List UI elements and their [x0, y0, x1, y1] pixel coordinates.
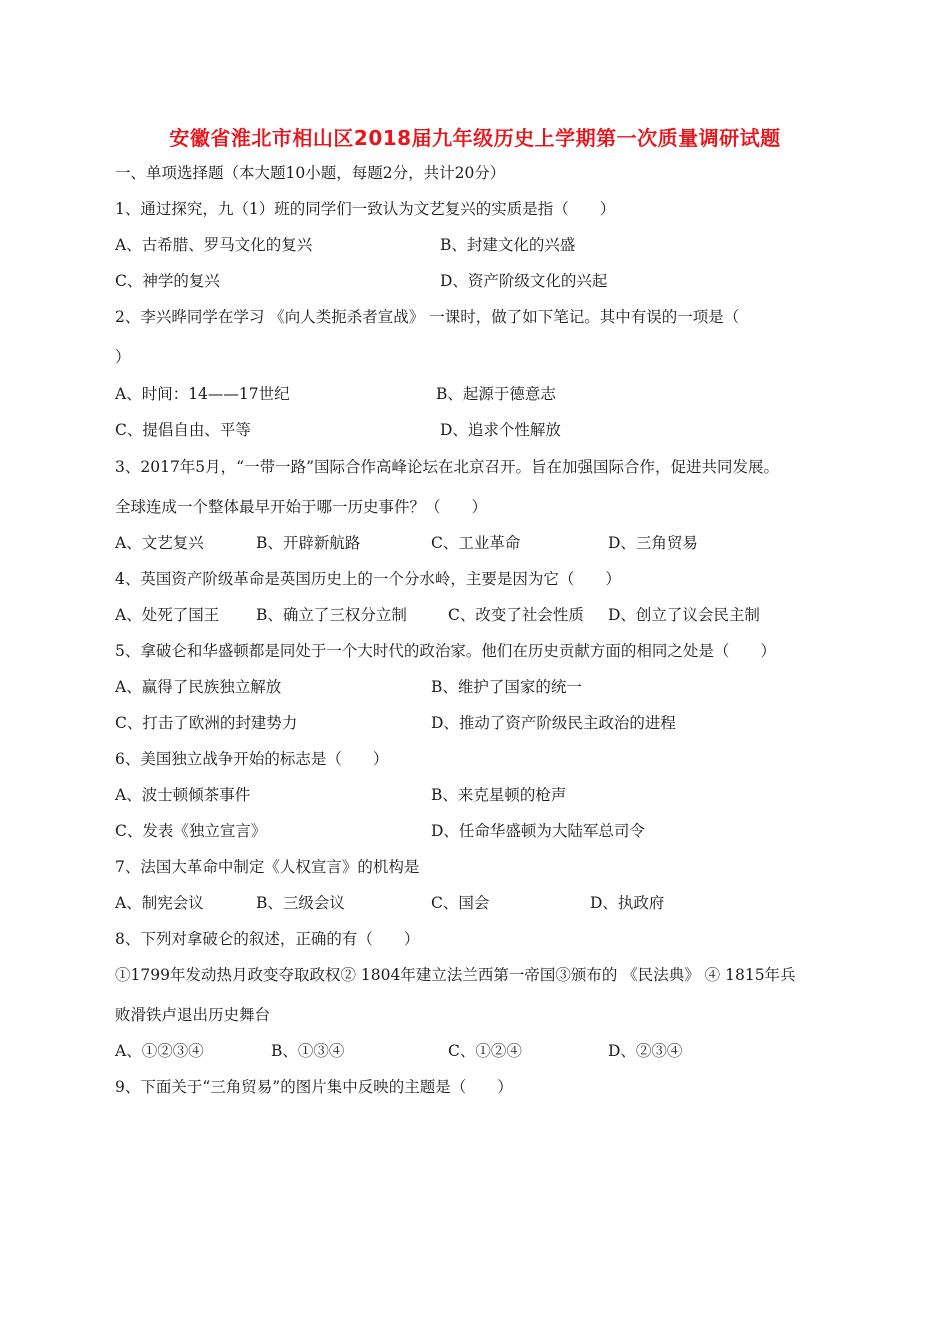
question-4-option-d: D、创立了议会民主制 [608, 606, 760, 624]
question-5-option-c: C、打击了欧洲的封建势力 [115, 714, 298, 732]
question-5-option-d: D、推动了资产阶级民主政治的进程 [431, 714, 676, 732]
section-heading: 一、单项选择题（本大题10小题，每题2分，共计20分） [115, 164, 506, 182]
question-4-option-a: A、处死了国王 [115, 606, 220, 624]
question-2-option-d: D、追求个性解放 [440, 421, 561, 439]
question-1-option-b: B、封建文化的兴盛 [440, 236, 576, 254]
question-5-stem: 5、拿破仑和华盛顿都是同处于一个大时代的政治家。他们在历史贡献方面的相同之处是（ ） [115, 642, 776, 660]
question-9-stem: 9、下面关于“三角贸易”的图片集中反映的主题是（ ） [115, 1078, 513, 1096]
question-6-stem: 6、美国独立战争开始的标志是（ ） [115, 750, 389, 768]
question-6-option-c: C、发表《独立宣言》 [115, 822, 267, 840]
question-3-stem-continued: 全球连成一个整体最早开始于哪一历史事件？（ ） [115, 498, 488, 516]
question-2-option-a: A、时间：14——17世纪 [115, 385, 290, 403]
question-7-option-c: C、国会 [431, 894, 490, 912]
question-3-stem: 3、2017年5月，“一带一路”国际合作高峰论坛在北京召开。旨在加强国际合作，促进共同发展。 [115, 458, 780, 476]
question-1-option-d: D、资产阶级文化的兴起 [440, 272, 608, 290]
question-1-option-a: A、古希腊、罗马文化的复兴 [115, 236, 313, 254]
question-3-option-d: D、三角贸易 [608, 534, 698, 552]
question-3-option-a: A、文艺复兴 [115, 534, 204, 552]
question-2-stem: 2、李兴晔同学在学习 《向人类扼杀者宣战》 一课时，做了如下笔记。其中有误的一项是（ [115, 308, 740, 326]
question-3-option-b: B、开辟新航路 [256, 534, 361, 552]
question-6-option-a: A、波士顿倾茶事件 [115, 786, 251, 804]
question-7-stem: 7、法国大革命中制定《人权宣言》的机构是 [115, 858, 420, 876]
exam-title: 安徽省淮北市相山区2018届九年级历史上学期第一次质量调研试题 [169, 126, 781, 150]
question-7-option-b: B、三级会议 [256, 894, 345, 912]
question-8-option-b: B、①③④ [271, 1042, 345, 1060]
question-5-option-a: A、赢得了民族独立解放 [115, 678, 282, 696]
question-2-stem-continued: ） [115, 348, 131, 366]
question-8-statements: ①1799年发动热月政变夺取政权② 1804年建立法兰西第一帝国③颁布的 《民法典》 ④ 1815年兵 [115, 966, 796, 984]
question-4-option-c: C、改变了社会性质 [448, 606, 584, 624]
question-8-option-d: D、②③④ [608, 1042, 683, 1060]
question-8-stem: 8、下列对拿破仑的叙述，正确的有（ ） [115, 930, 420, 948]
question-2-option-b: B、起源于德意志 [436, 385, 556, 403]
question-7-option-a: A、制宪会议 [115, 894, 204, 912]
question-8-option-a: A、①②③④ [115, 1042, 204, 1060]
question-3-option-c: C、工业革命 [431, 534, 521, 552]
question-4-option-b: B、确立了三权分立制 [256, 606, 407, 624]
question-1-option-c: C、神学的复兴 [115, 272, 220, 290]
question-7-option-d: D、执政府 [590, 894, 665, 912]
question-8-statements-continued: 败滑铁卢退出历史舞台 [115, 1006, 271, 1024]
question-4-stem: 4、英国资产阶级革命是英国历史上的一个分水岭，主要是因为它（ ） [115, 570, 621, 588]
question-5-option-b: B、维护了国家的统一 [431, 678, 582, 696]
question-2-option-c: C、提倡自由、平等 [115, 421, 251, 439]
question-6-option-d: D、任命华盛顿为大陆军总司令 [431, 822, 645, 840]
question-1-stem: 1、通过探究，九（1）班的同学们一致认为文艺复兴的实质是指（ ） [115, 200, 616, 218]
question-8-option-c: C、①②④ [448, 1042, 522, 1060]
question-6-option-b: B、来克星顿的枪声 [431, 786, 567, 804]
